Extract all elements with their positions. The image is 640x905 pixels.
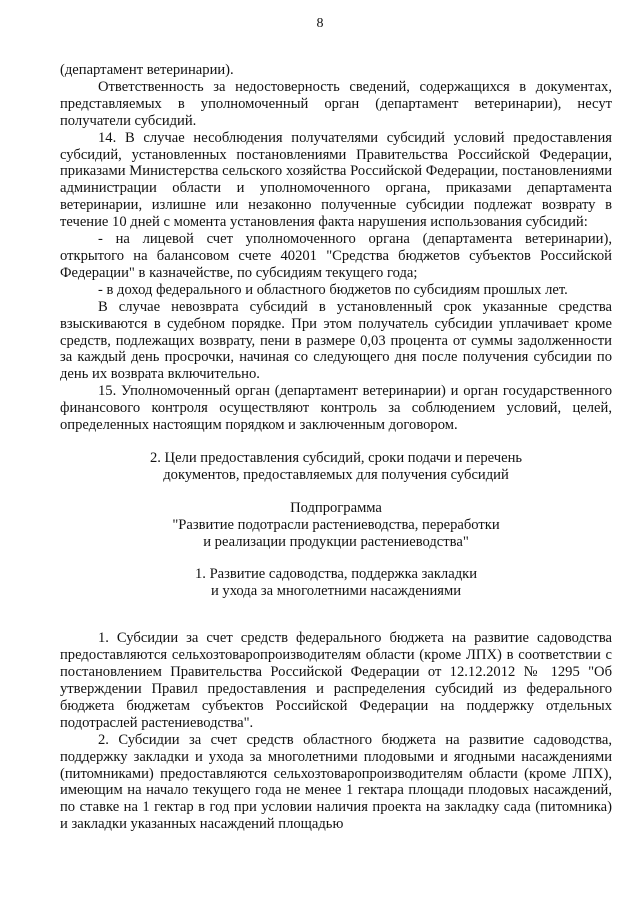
paragraph: 2. Субсидии за счет средств областного бюджета на развитие садоводства, поддержку закладки и ухода за многолетними плодовыми и ягодными насаждениями (питомниками) предоставляются сельхозтоваропроизводителям области (кроме ЛПХ), имеющим на начало текущего года не менее 1 гектара площади плодовых насаждений, по ставке на 1 гектар в год при условии наличия проекта на закладку сада (питомника) и закладки указанных насаждений площадью bbox=[60, 731, 612, 833]
subprogram-title-line: и реализации продукции растениеводства" bbox=[203, 533, 469, 550]
paragraph: Ответственность за недостоверность сведений, содержащихся в документах, представляемых в уполномоченный орган (департамент ветеринарии), несут получатели субсидий. bbox=[60, 78, 612, 129]
subprogram-label: Подпрограмма bbox=[290, 499, 382, 516]
section-heading-line: 2. Цели предоставления субсидий, сроки подачи и перечень bbox=[149, 449, 523, 466]
section-heading-line: документов, предоставляемых для получения субсидий bbox=[163, 466, 509, 483]
paragraph: - в доход федерального и областного бюджетов по субсидиям прошлых лет. bbox=[98, 281, 568, 298]
subsection-heading-line: и ухода за многолетними насаждениями bbox=[210, 583, 462, 600]
paragraph: (департамент ветеринарии). bbox=[60, 62, 234, 78]
paragraph: - на лицевой счет уполномоченного органа (департамента ветеринарии), открытого на балансовом счете 40201 "Средства бюджетов субъектов Российской Федерации" в казначействе, по субсидиям текущего года; bbox=[60, 231, 612, 281]
section-heading bbox=[60, 450, 612, 484]
subsection-heading-line: 1. Развитие садоводства, поддержка закладки bbox=[194, 566, 478, 583]
page-number: 8 bbox=[316, 16, 324, 31]
subprogram-heading bbox=[60, 500, 612, 551]
subsection-heading bbox=[60, 566, 612, 600]
paragraph: 14. В случае несоблюдения получателями субсидий условий предоставления субсидий, установленных постановлениями Правительства Российской Федерации, приказами Министерства сельского хозяйства Российской Федерации, постановлениями администрации области и уполномоченного органа, приказами департамента ветеринарии, излишне или незаконно полученные субсидии подлежат возврату в течение 10 дней с момента установления факта нарушения использования субсидий: bbox=[60, 129, 612, 231]
paragraph: 1. Субсидии за счет средств федерального бюджета на развитие садоводства предоставляются сельхозтоваропроизводителям области (кроме ЛПХ) в соответствии с постановлением Правительства Российской Федерации от 12.12.2012 № 1295 "Об утверждении Правил предоставления и распределения субсидий из федерального бюджета бюджетам субъектов Российской Федерации на поддержку отдельных подотраслей растениеводства". bbox=[60, 630, 612, 731]
document-body bbox=[60, 62, 612, 833]
paragraph: В случае невозврата субсидий в установленный срок указанные средства взыскиваются в судебном порядке. При этом получатель субсидии уплачивает кроме средств, подлежащих возврату, пени в размере 0,03 процента от суммы задолженности за каждый день просрочки, начиная со следующего дня после получения субсидии по день их возврата включительно. bbox=[60, 298, 612, 383]
subprogram-title-line: "Развитие подотрасли растениеводства, переработки bbox=[172, 516, 500, 533]
paragraph: 15. Уполномоченный орган (департамент ветеринарии) и орган государственного финансового контроля осуществляют контроль за соблюдением условий, целей, определенных настоящим порядком и заключенным договором. bbox=[60, 383, 612, 434]
